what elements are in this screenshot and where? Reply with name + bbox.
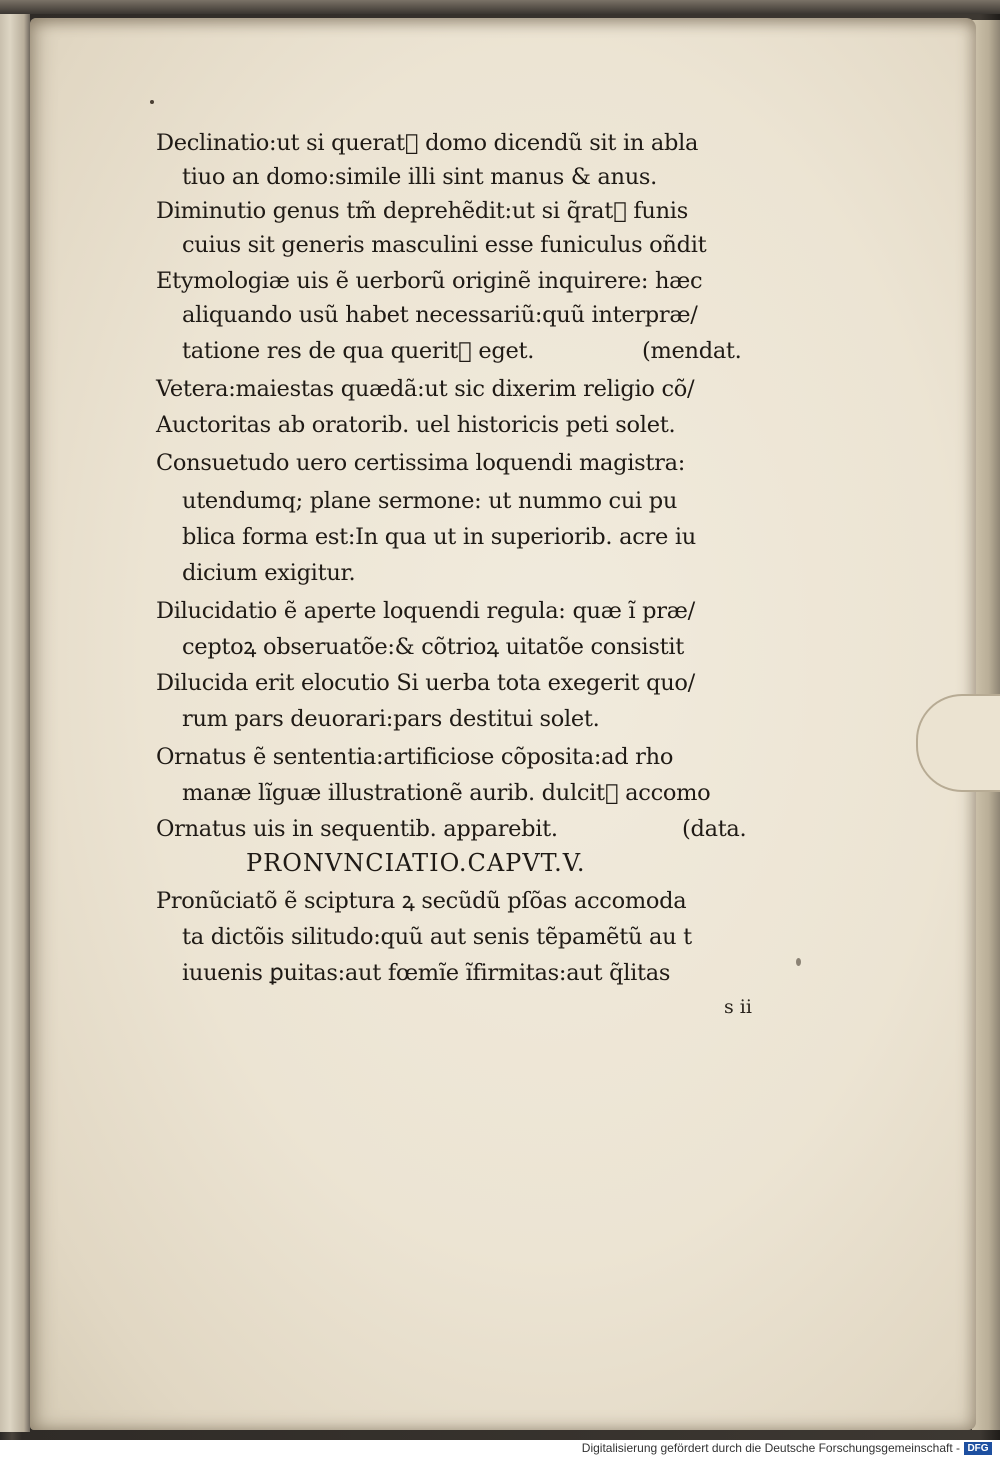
text-line: Dilucida erit elocutio Si uerba tota exegerit quo/ [156,670,695,696]
text-line: ta dictõis silitudo:quũ aut senis tẽpamẽtũ au t [182,924,692,950]
credit-text: Digitalisierung gefördert durch die Deutsche Forschungsgemeinschaft - [581,1441,960,1455]
text-line: Ornatus ẽ sententia:artificiose cõposita:ad rho [156,744,674,770]
previous-leaf-edge [0,14,30,1432]
margin-note: (data. [682,816,747,842]
ink-speck [796,958,801,966]
page-tab [916,694,1000,792]
ink-speck [150,100,154,104]
text-line: aliquando usũ habet necessariũ:quũ interpræ/ [182,302,698,328]
text-line: iuuenis ꝑuitas:aut fœmĩe ĩfirmitas:aut q̃litas [182,960,671,986]
text-line: Consuetudo uero certissima loquendi magistra: [156,450,685,476]
text-line: Etymologiæ uis ẽ uerborũ originẽ inquirere: hæc [156,268,703,294]
text-line: Vetera:maiestas quædã:ut sic dixerim religio cõ/ [156,376,695,402]
text-line: tatione res de qua queritᷣ eget. [182,338,535,364]
text-line: Auctoritas ab oratorib. uel historicis peti solet. [156,412,676,438]
text-line: manæ lĩguæ illustrationẽ aurib. dulcitᷣ accomo [182,780,711,806]
text-line: Dilucidatio ẽ aperte loquendi regula: quæ ĩ præ/ [156,598,695,624]
signature-mark: s ii [724,996,752,1018]
text-line: tiuo an domo:simile illi sint manus & anus. [182,164,658,190]
text-line: cuius sit generis masculini esse funiculus oñdit [182,232,707,258]
text-line: utendumq; plane sermone: ut nummo cui pu [182,488,678,514]
text-line: Pronũciatõ ẽ sciptura ꝝ secũdũ pſõas accomoda [156,888,687,914]
text-line: ceptoꝝ obseruatõe:& cõtrioꝝ uitatõe consistit [182,634,684,660]
chapter-heading: PRONVNCIATIO.CAPVT.V. [246,849,586,877]
book-top-edge [0,0,1000,14]
text-line: Declinatio:ut si queratᷣ domo dicendũ sit in abla [156,130,699,156]
text-line: Diminutio genus tm̃ deprehẽdit:ut si q̃ratᷣ funis [156,198,688,224]
dfg-logo: DFG [964,1442,992,1455]
text-line: dicium exigitur. [182,560,356,586]
text-line: Ornatus uis in sequentib. apparebit. [156,816,558,842]
margin-note: (mendat. [642,338,742,364]
text-line: rum pars deuorari:pars destitui solet. [182,706,600,732]
text-line: blica forma est:In qua ut in superiorib. acre iu [182,524,696,550]
